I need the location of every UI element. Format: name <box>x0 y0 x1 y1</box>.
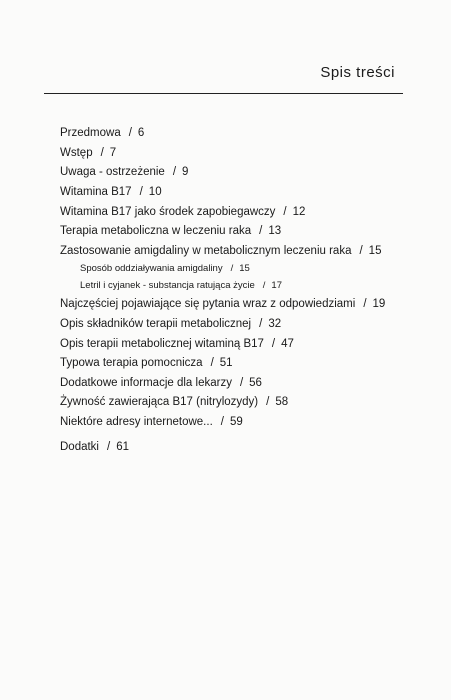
page-title: Spis treści <box>320 64 395 81</box>
toc-page-number: 58 <box>275 396 289 408</box>
toc-entry-label: Typowa terapia pomocnicza <box>60 357 203 369</box>
toc-page-number: 47 <box>281 338 294 350</box>
toc-separator: / <box>128 127 132 139</box>
toc-page-number: 61 <box>116 441 129 453</box>
toc-separator: / <box>259 225 263 237</box>
toc-page-number: 51 <box>219 357 233 369</box>
toc-separator: / <box>266 396 270 408</box>
toc-entry-label: Niektóre adresy internetowe... <box>60 416 213 428</box>
toc-separator: / <box>230 263 234 274</box>
toc-entry-opis-skladnikow[interactable] <box>60 317 281 331</box>
toc-page-number: 9 <box>182 166 189 178</box>
toc-entry-label: Sposób oddziaływania amigdaliny <box>80 263 223 274</box>
toc-page-number: 32 <box>268 318 282 330</box>
toc-entry-label: Zastosowanie amigdaliny w metabolicznym leczeniu raka <box>60 245 352 257</box>
toc-page-number: 19 <box>372 298 386 310</box>
toc-entry-label: Przedmowa <box>60 127 121 139</box>
toc-entry-label: Dodatki <box>60 441 99 453</box>
toc-page-number: 59 <box>229 416 243 428</box>
toc-entry-label: Najczęściej pojawiające się pytania wraz z odpowiedziami <box>60 298 356 310</box>
toc-separator: / <box>107 441 111 453</box>
toc-entry-wstep[interactable] <box>60 146 116 160</box>
toc-entry-label: Opis składników terapii metabolicznej <box>60 318 252 330</box>
toc-page-number: 7 <box>109 147 117 159</box>
toc-entry-label: Witamina B17 jako środek zapobiegawczy <box>60 206 276 218</box>
toc-separator: / <box>271 338 276 350</box>
toc-entry-label: Wstęp <box>60 147 93 159</box>
toc-entry-typowa-terapia[interactable] <box>60 356 233 370</box>
toc-separator: / <box>239 377 244 389</box>
toc-entry-label: Żywność zawierająca B17 (nitrylozydy) <box>60 396 259 408</box>
toc-page-number: 6 <box>137 127 145 139</box>
toc-page-number: 12 <box>292 206 306 218</box>
toc-separator: / <box>172 166 177 178</box>
toc-separator: / <box>139 186 143 198</box>
toc-separator: / <box>259 318 263 330</box>
toc-entry-opis-terapii[interactable] <box>60 337 294 351</box>
toc-entry-dodatkowe-informacje[interactable] <box>60 376 262 390</box>
toc-entry-terapia-metaboliczna[interactable] <box>60 224 281 238</box>
toc-page-number: 15 <box>368 245 382 257</box>
toc-entry-label: Witamina B17 <box>60 186 132 198</box>
toc-entry-zastosowanie-amigdaliny[interactable] <box>60 244 381 258</box>
toc-page-number: 13 <box>268 225 282 237</box>
toc-entry-label: Uwaga - ostrzeżenie <box>60 166 165 178</box>
toc-page-number: 15 <box>239 263 250 274</box>
toc-subentry-sposob-oddzialywania[interactable] <box>80 262 250 276</box>
toc-separator: / <box>100 147 104 159</box>
toc-entry-label: Terapia metaboliczna w leczeniu raka <box>60 225 252 237</box>
toc-entry-przedmowa[interactable] <box>60 126 144 140</box>
toc-entry-najczesciej-pytania[interactable] <box>60 297 385 311</box>
toc-separator: / <box>359 245 363 257</box>
toc-entry-dodatki[interactable] <box>60 440 129 454</box>
toc-entry-srodek-zapobiegawczy[interactable] <box>60 205 305 219</box>
toc-separator: / <box>283 206 287 218</box>
toc-page-number: 56 <box>249 377 262 389</box>
toc-entry-adresy-internetowe[interactable] <box>60 415 243 429</box>
toc-entry-uwaga[interactable] <box>60 165 188 179</box>
toc-entry-witamina-b17[interactable] <box>60 185 162 199</box>
toc-entry-label: Opis terapii metabolicznej witaminą B17 <box>60 338 264 350</box>
toc-entry-zywnosc[interactable] <box>60 395 288 409</box>
toc-entry-label: Dodatkowe informacje dla lekarzy <box>60 377 232 389</box>
toc-page-number: 10 <box>148 186 162 198</box>
toc-subentry-letril-i-cyjanek[interactable] <box>80 279 282 293</box>
toc-separator: / <box>220 416 224 428</box>
toc-separator: / <box>262 280 266 291</box>
toc-separator: / <box>363 298 367 310</box>
toc-entry-label: Letril i cyjanek - substancja ratująca życie <box>80 280 255 291</box>
toc-page-number: 17 <box>271 280 282 291</box>
toc-separator: / <box>210 357 214 369</box>
